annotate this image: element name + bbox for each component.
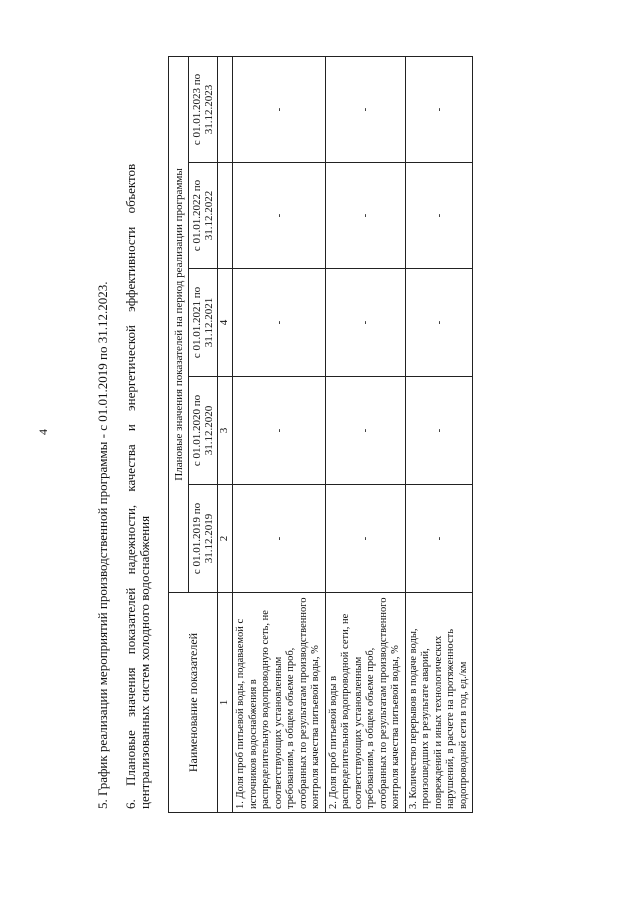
indicator-value: -	[233, 163, 326, 269]
indicator-name: 3. Количество перерывов в подаче воды, произошедших в результате аварий, повреждений и иных технологических нарушений, в расчете на протяженность водопроводной сети в год, ед./км	[405, 593, 473, 813]
header-group: Плановые значения показателей на период реализации программы	[169, 56, 189, 592]
period-2020: с 01.01.2020 по 31.12.2020	[189, 377, 218, 485]
indicator-value: -	[233, 56, 326, 162]
table-row	[405, 56, 473, 812]
header-name: Наименование показателей	[169, 593, 218, 813]
column-number	[218, 56, 233, 162]
indicator-value: -	[325, 163, 405, 269]
indicator-name: 1. Доля проб питьевой воды, подаваемой с источников водоснабжения в распределительную водопроводную сеть, не соответствующих установленным требованиям, в общем объеме проб, отобранных по результатам производственного контроля качества питьевой воды, %	[233, 593, 326, 813]
indicator-value: -	[233, 377, 326, 485]
column-number	[218, 163, 233, 269]
column-number-row	[218, 56, 233, 812]
section-6-title-line2: централизованных систем холодного водоснабжения	[137, 515, 152, 809]
indicator-value: -	[325, 56, 405, 162]
period-2021: с 01.01.2021 по 31.12.2021	[189, 269, 218, 377]
section-5-title: 5. График реализации мероприятий производственной программы - с 01.01.2019 по 31.12.2023.	[95, 281, 110, 809]
indicator-value: -	[325, 377, 405, 485]
indicator-value: -	[405, 377, 473, 485]
column-number: 3	[218, 377, 233, 485]
column-number: 4	[218, 269, 233, 377]
indicator-value: -	[233, 269, 326, 377]
table-row	[325, 56, 405, 812]
period-2023: с 01.01.2023 по 31.12.2023	[189, 56, 218, 162]
column-number: 1	[218, 593, 233, 813]
indicator-value: -	[325, 269, 405, 377]
indicator-value: -	[233, 485, 326, 593]
indicator-value: -	[405, 56, 473, 162]
page-number: 4	[36, 429, 50, 435]
indicator-value: -	[405, 163, 473, 269]
column-number: 2	[218, 485, 233, 593]
indicator-value: -	[325, 485, 405, 593]
indicator-value: -	[405, 269, 473, 377]
indicator-name: 2. Доля проб питьевой воды в распределительной водопроводной сети, не соответствующих установленным требованиям, в общем объеме проб, отобранных по результатам производственного контроля качества питьевой воды, %	[325, 593, 405, 813]
indicators-table	[168, 56, 473, 813]
period-2019: с 01.01.2019 по 31.12.2019	[189, 485, 218, 593]
table-row	[233, 56, 326, 812]
period-2022: с 01.01.2022 по 31.12.2022	[189, 163, 218, 269]
section-6-title-line1: 6. Плановые значения показателей надежности, качества и энергетической эффективности объектов	[123, 163, 138, 809]
section-6-title	[124, 49, 152, 809]
table-header-row	[169, 56, 189, 812]
indicator-value: -	[405, 485, 473, 593]
